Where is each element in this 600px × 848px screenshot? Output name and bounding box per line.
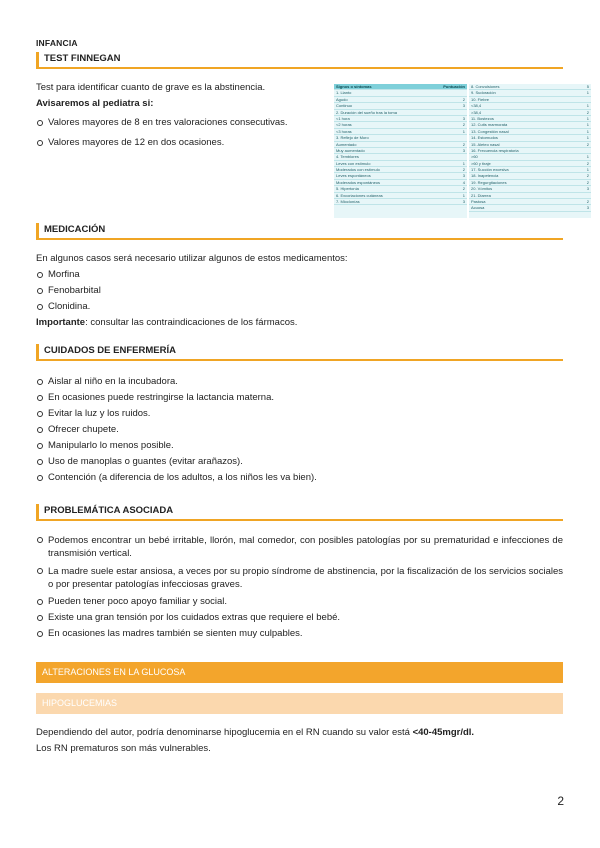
table-cell-score: 2 xyxy=(586,160,589,166)
table-cell-sign: Moderados con estímulo xyxy=(336,167,380,173)
table-cell-score: Puntuación xyxy=(443,84,465,89)
table-cell-sign: 12. Cutis marmorata xyxy=(471,122,508,128)
table-cell-sign: 6. Excoriaciones cutáneas xyxy=(336,192,383,198)
table-cell-sign: 9. Sudoración xyxy=(471,90,496,96)
page-number: 2 xyxy=(557,794,564,808)
table-cell-score: 1 xyxy=(586,135,589,141)
table-cell-sign: 16. Frecuencia respiratoria xyxy=(471,147,519,153)
table-cell-sign: 11. Bostezos xyxy=(471,115,494,121)
table-cell-sign: Pastosa xyxy=(471,199,486,205)
table-row xyxy=(469,205,591,211)
table-cell-sign: 21. Diarrea xyxy=(471,192,491,198)
table-cell-sign: <2 horas xyxy=(336,122,352,128)
table-cell-score: 2 xyxy=(462,141,465,147)
table-cell-score: 1 xyxy=(462,192,465,198)
table-cell-score: 1 xyxy=(462,128,465,134)
table-cell-score: 1 xyxy=(586,103,589,109)
list-item: Fenobarbital xyxy=(36,283,563,299)
table-cell-sign: 17. Succión excesiva xyxy=(471,167,509,173)
finnegan-table-left xyxy=(334,84,467,218)
glucosa-line2: Los RN prematuros son más vulnerables. xyxy=(36,743,211,754)
heading-problematica: PROBLEMÁTICA ASOCIADA xyxy=(36,504,563,521)
table-cell-sign: 20. Vómitos xyxy=(471,186,493,192)
table-cell-sign: <3 horas xyxy=(336,128,352,134)
table-cell-sign: 8. Convulsiones xyxy=(471,84,500,89)
list-item: Uso de manoplas o guantes (evitar arañazos). xyxy=(36,454,563,470)
table-cell-score: 3 xyxy=(462,147,465,153)
table-cell-sign: >60 xyxy=(471,154,478,160)
cuidados-list xyxy=(36,374,563,486)
table-cell-sign: >38,4 xyxy=(471,109,482,115)
list-item: Podemos encontrar un bebé irritable, llorón, mal comedor, con posibles patologías por su prematuridad e infecciones de transmisión vertical. xyxy=(36,534,563,560)
table-cell-score: 2 xyxy=(586,173,589,179)
medicacion-block xyxy=(36,251,563,331)
table-cell-sign: 3. Reflejo de Moro xyxy=(336,135,369,141)
table-row xyxy=(334,199,467,205)
table-cell-sign: Moderados espontáneos xyxy=(336,179,381,185)
table-cell-sign: Continuo xyxy=(336,103,353,109)
list-item: En ocasiones puede restringirse la lactancia materna. xyxy=(36,390,563,406)
table-cell-score: 3 xyxy=(586,205,589,211)
list-item: Existe una gran tensión por los cuidados extras que requiere el bebé. xyxy=(36,610,563,626)
table-cell-score: 1 xyxy=(586,167,589,173)
table-cell-score: 1 xyxy=(586,122,589,128)
table-cell-sign: <38,4 xyxy=(471,103,482,109)
table-cell-score: 2 xyxy=(586,179,589,185)
table-cell-score: 3 xyxy=(462,103,465,109)
table-cell-sign: 13. Congestión nasal xyxy=(471,128,509,134)
table-cell-score: 1 xyxy=(586,128,589,134)
table-cell-score: 4 xyxy=(462,179,465,185)
problematica-list xyxy=(36,534,563,642)
table-cell-score: 3 xyxy=(586,186,589,192)
table-cell-score: 1 xyxy=(586,154,589,160)
table-cell-sign: 15. Aleteo nasal xyxy=(471,141,500,147)
list-item: Clonidina. xyxy=(36,299,563,315)
table-cell-score: 2 xyxy=(462,167,465,173)
list-item: Ofrecer chupete. xyxy=(36,422,563,438)
medicacion-intro: En algunos casos será necesario utilizar algunos de estos medicamentos: xyxy=(36,253,348,264)
table-cell-score: 1 xyxy=(586,90,589,96)
table-cell-sign: Leves espontáneos xyxy=(336,173,371,179)
heading-cuidados: CUIDADOS DE ENFERMERÍA xyxy=(36,344,563,361)
table-cell-score: 1 xyxy=(462,160,465,166)
bar-hipoglucemias: HIPOGLUCEMIAS xyxy=(36,693,563,714)
medicacion-note xyxy=(36,315,563,331)
table-cell-sign: 7. Mioclonías xyxy=(336,199,360,205)
table-cell-sign: Leves con estímulo xyxy=(336,160,371,166)
table-cell-sign: 5. Hipertonía xyxy=(336,186,359,192)
bar-alteraciones-glucosa: ALTERACIONES EN LA GLUCOSA xyxy=(36,662,563,683)
table-cell-score: 2 xyxy=(586,141,589,147)
table-cell-score: 2 xyxy=(586,199,589,205)
list-item: Valores mayores de 8 en tres valoraciones consecutivas. xyxy=(36,115,331,131)
list-item: Manipularlo lo menos posible. xyxy=(36,438,563,454)
heading-medicacion: MEDICACIÓN xyxy=(36,223,563,240)
finnegan-table-right xyxy=(469,84,591,218)
list-item: La madre suele estar ansiosa, a veces por su propio síndrome de abstinencia, por la fiscalización de los servicios sociales o por presentar patologías infecciosas graves. xyxy=(36,565,563,591)
table-cell-score: 2 xyxy=(586,109,589,115)
note-rest: : consultar las contraindicaciones de los fármacos. xyxy=(85,317,298,328)
list-item: Pueden tener poco apoyo familiar y social. xyxy=(36,594,563,610)
table-cell-sign: Agudo xyxy=(336,96,348,102)
table-cell-score: 3 xyxy=(462,173,465,179)
table-cell-sign: >60 y tiraje xyxy=(471,160,491,166)
note-bold: Importante xyxy=(36,317,86,328)
heading-test-finnegan: TEST FINNEGAN xyxy=(36,52,563,69)
table-cell-sign: Muy aumentado xyxy=(336,147,365,153)
table-cell-sign: 18. Inapetencia xyxy=(471,173,499,179)
table-cell-score: 3 xyxy=(462,199,465,205)
list-item: Contención (a diferencia de los adultos, a los niños les va bien). xyxy=(36,470,563,486)
table-cell-score: 1 xyxy=(586,115,589,121)
table-cell-sign: <1 hora xyxy=(336,115,350,121)
list-item: Valores mayores de 12 en dos ocasiones. xyxy=(36,135,331,151)
table-cell-score: 2 xyxy=(462,122,465,128)
table-cell-sign: 2. Duración del sueño tras la toma xyxy=(336,109,397,115)
list-item: En ocasiones las madres también se sienten muy culpables. xyxy=(36,626,563,642)
section-tag: INFANCIA xyxy=(36,38,78,48)
table-cell-sign: 14. Estornudos xyxy=(471,135,498,141)
table-cell-score: 3 xyxy=(462,115,465,121)
table-cell-sign: Signos o síntomas xyxy=(336,84,372,89)
glucosa-block xyxy=(36,725,563,757)
list-item: Morfina xyxy=(36,267,563,283)
table-cell-sign: 19. Regurgitaciones xyxy=(471,179,507,185)
table-cell-sign: Acuosa xyxy=(471,205,485,211)
table-cell-score: 5 xyxy=(586,84,589,89)
table-cell-sign: 10. Fiebre xyxy=(471,96,490,102)
glucosa-line1-text: Dependiendo del autor, podría denominarse hipoglucemia en el RN cuando su valor está xyxy=(36,727,413,738)
table-cell-score: 2 xyxy=(462,186,465,192)
finnegan-block xyxy=(36,80,331,151)
glucosa-value: <40-45mgr/dl. xyxy=(412,727,475,738)
glucosa-line1 xyxy=(36,725,563,741)
finnegan-list xyxy=(36,115,331,151)
table-cell-score: 2 xyxy=(462,96,465,102)
list-item: Evitar la luz y los ruidos. xyxy=(36,406,563,422)
list-item: Aislar al niño en la incubadora. xyxy=(36,374,563,390)
table-cell-sign: Aumentado xyxy=(336,141,357,147)
finnegan-intro: Test para identificar cuanto de grave es la abstinencia. xyxy=(36,82,266,93)
finnegan-alert: Avisaremos al pediatra si: xyxy=(36,98,154,109)
medicacion-list xyxy=(36,267,563,315)
table-cell-sign: 4. Temblores xyxy=(336,154,359,160)
table-cell-sign: 1. Llanto xyxy=(336,90,352,96)
